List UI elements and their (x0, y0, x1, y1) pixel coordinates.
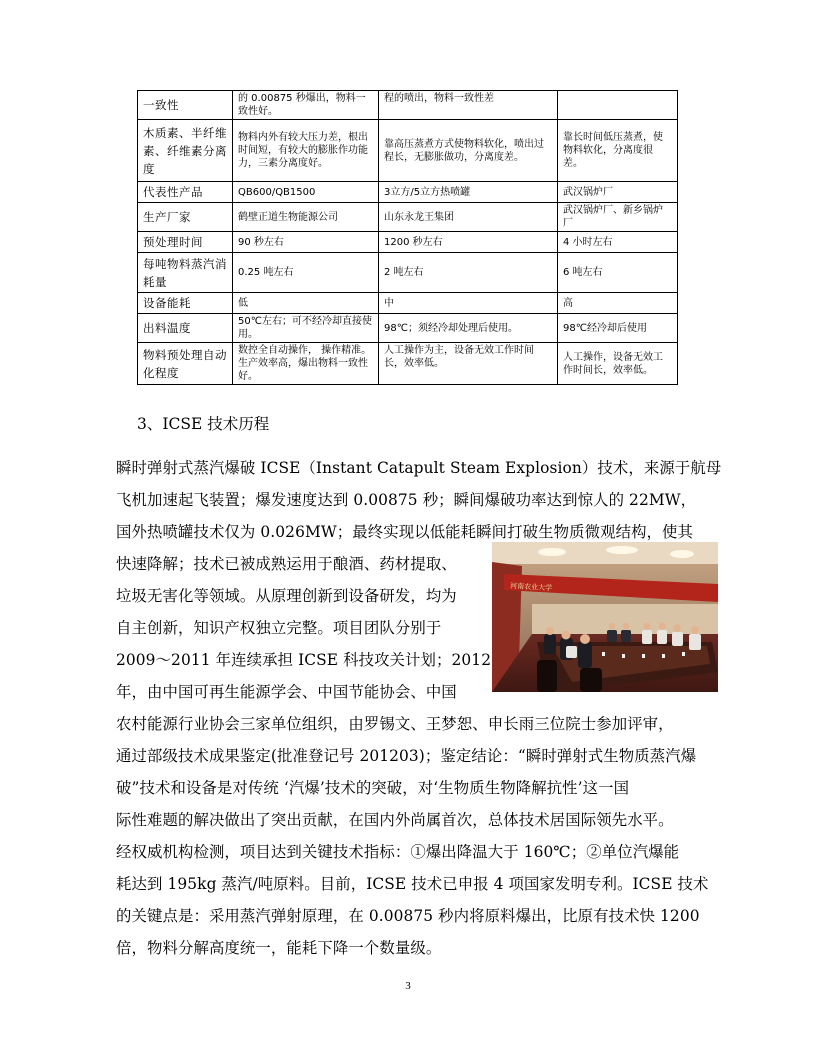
table-row (138, 203, 678, 232)
table-cell: 高 (558, 293, 678, 314)
table-cell: 武汉锅炉厂、新乡锅炉厂 (558, 203, 678, 232)
table-row (138, 91, 678, 120)
text-line: 农村能源行业协会三家单位组织，由罗锡文、王梦恕、申长雨三位院士参加评审， (116, 715, 674, 733)
row-label: 出料温度 (138, 314, 233, 343)
table-row (138, 182, 678, 203)
table-row (138, 293, 678, 314)
table-cell: 0.25 吨左右 (233, 253, 379, 293)
table-cell: 程的喷出，物料一致性差 (379, 91, 558, 120)
section-heading: 3、ICSE 技术历程 (137, 415, 270, 433)
row-label: 预处理时间 (138, 232, 233, 253)
row-label: 木质素、半纤维素、纤维素分离度 (138, 120, 233, 182)
row-label: 物料预处理自动化程度 (138, 343, 233, 385)
table-cell: 低 (233, 293, 379, 314)
text-line: 经权威机构检测，项目达到关键技术指标：①爆出降温大于 160℃；②单位汽爆能 (116, 843, 680, 861)
body-paragraph (116, 452, 726, 964)
table-cell: 50℃左右；可不经冷却直接使用。 (233, 314, 379, 343)
row-label: 一致性 (138, 91, 233, 120)
table-cell: QB600/QB1500 (233, 182, 379, 203)
text-line: 破”技术和设备是对传统 ‘汽爆’技术的突破，对‘生物质生物降解抗性’这一国 (116, 779, 630, 797)
table-cell: 人工操作为主，设备无效工作时间长，效率低。 (379, 343, 558, 385)
table-cell: 物料内外有较大压力差，根出时间短，有较大的膨胀作功能力，三素分离度好。 (233, 120, 379, 182)
table-cell: 1200 秒左右 (379, 232, 558, 253)
row-label: 每吨物料蒸汽消耗量 (138, 253, 233, 293)
table-row (138, 120, 678, 182)
meeting-photo (492, 542, 718, 692)
comparison-table (137, 90, 678, 385)
row-label: 生产厂家 (138, 203, 233, 232)
table-cell: 数控全自动操作， 操作精准。生产效率高，爆出物料一致性好。 (233, 343, 379, 385)
row-label: 设备能耗 (138, 293, 233, 314)
table-cell: 4 小时左右 (558, 232, 678, 253)
text-line: 2009～2011 年连续承担 ICSE 科技攻关计划；2012 (116, 651, 492, 669)
text-line: 垃圾无害化等领域。从原理创新到设备研发，均为 (116, 587, 457, 605)
table-cell: 山东永龙王集团 (379, 203, 558, 232)
table-cell: 98℃；须经冷却处理后使用。 (379, 314, 558, 343)
table-cell: 3立方/5立方热喷罐 (379, 182, 558, 203)
banner-text: 河南农业大学 (509, 582, 553, 593)
table-cell: 98℃经冷却后使用 (558, 314, 678, 343)
table-cell: 的 0.00875 秒爆出，物料一致性好。 (233, 91, 379, 120)
text-line: 国外热喷罐技术仅为 0.026MW；最终实现以低能耗瞬间打破生物质微观结构，使其 (116, 523, 694, 541)
table-cell: 2 吨左右 (379, 253, 558, 293)
text-line: 快速降解；技术已被成熟运用于酿酒、药材提取、 (116, 555, 457, 573)
table-row (138, 314, 678, 343)
table-cell: 靠高压蒸煮方式使物料软化，喷出过程长，无膨胀做功，分离度差。 (379, 120, 558, 182)
text-line: 际性难题的解决做出了突出贡献，在国内外尚属首次，总体技术居国际领先水平。 (116, 811, 674, 829)
text-line: 年，由中国可再生能源学会、中国节能协会、中国 (116, 683, 457, 701)
page-number: 3 (405, 980, 411, 992)
table-cell: 靠长时间低压蒸煮，使物料软化，分离度很差。 (558, 120, 678, 182)
table-cell (558, 91, 678, 120)
table-cell: 6 吨左右 (558, 253, 678, 293)
text-line: 倍，物料分解高度统一，能耗下降一个数量级。 (116, 939, 442, 957)
table-cell: 人工操作，设备无效工作时间长，效率低。 (558, 343, 678, 385)
text-line: 飞机加速起飞装置；爆发速度达到 0.00875 秒；瞬间爆破功率达到惊人的 22MW， (116, 491, 697, 509)
text-line: 的关键点是：采用蒸汽弹射原理，在 0.00875 秒内将原料爆出，比原有技术快 1200 (116, 907, 700, 925)
table-cell: 鹤壁正道生物能源公司 (233, 203, 379, 232)
table-row (138, 232, 678, 253)
text-line: 通过部级技术成果鉴定(批准登记号 201203)；鉴定结论：“瞬时弹射式生物质蒸汽爆 (116, 747, 697, 765)
table-cell: 90 秒左右 (233, 232, 379, 253)
text-line: 自主创新，知识产权独立完整。项目团队分别于 (116, 619, 442, 637)
table-cell: 武汉锅炉厂 (558, 182, 678, 203)
table-row (138, 253, 678, 293)
text-line: 耗达到 195kg 蒸汽/吨原料。目前，ICSE 技术已申报 4 项国家发明专利。ICSE 技术 (116, 875, 709, 893)
table-row (138, 343, 678, 385)
table-cell: 中 (379, 293, 558, 314)
text-line: 瞬时弹射式蒸汽爆破 ICSE（Instant Catapult Steam Explosion）技术，来源于航母 (116, 459, 722, 477)
row-label: 代表性产品 (138, 182, 233, 203)
